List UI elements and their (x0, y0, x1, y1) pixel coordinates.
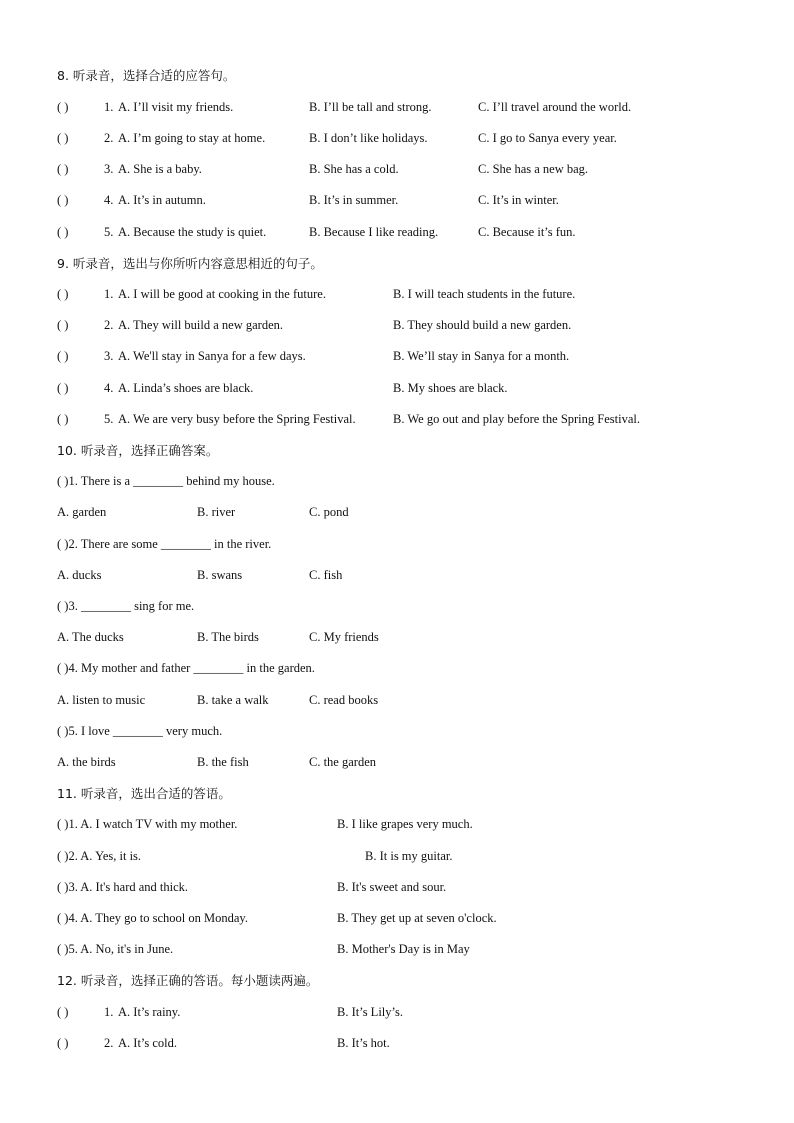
answer-blank: ( ) (57, 1005, 69, 1019)
item-number: 4. (104, 193, 114, 207)
option-b: B. It is my guitar. (365, 849, 453, 863)
option-a: A. We'll stay in Sanya for a few days. (118, 349, 306, 363)
option-a: ( )4. A. They go to school on Monday. (57, 911, 248, 925)
option-b: B. I will teach students in the future. (393, 287, 576, 301)
option-a: A. It’s in autumn. (118, 193, 206, 207)
option-c: C. She has a new bag. (478, 162, 589, 176)
option-b: B. the fish (197, 755, 249, 769)
option-b: B. The birds (197, 630, 259, 644)
option-b: B. It’s Lily’s. (337, 1005, 403, 1019)
option-a: A. We are very busy before the Spring Festival. (118, 412, 356, 426)
item-number: 1. (104, 1005, 114, 1019)
item-number: 2. (104, 1036, 114, 1050)
option-a: ( )5. A. No, it's in June. (57, 942, 174, 956)
option-b: B. She has a cold. (309, 162, 399, 176)
option-b: B. They should build a new garden. (393, 318, 572, 332)
option-c: C. fish (309, 568, 343, 582)
option-c: C. It’s in winter. (478, 193, 559, 207)
option-b: B. It’s in summer. (309, 193, 399, 207)
question-text: ( )1. There is a ________ behind my house. (57, 474, 275, 488)
option-b: B. Mother's Day is in May (337, 942, 470, 956)
option-a: A. I’ll visit my friends. (118, 100, 234, 114)
option-a: A. The ducks (57, 630, 124, 644)
option-c: C. the garden (309, 755, 376, 769)
answer-blank: ( ) (57, 225, 69, 239)
option-c: C. I go to Sanya every year. (478, 131, 617, 145)
answer-blank: ( ) (57, 193, 69, 207)
question-text: ( )5. I love ________ very much. (57, 724, 223, 738)
option-b: B. I like grapes very much. (337, 817, 473, 831)
answer-blank: ( ) (57, 287, 69, 301)
option-b: B. My shoes are black. (393, 381, 508, 395)
option-b: B. We go out and play before the Spring Festival. (393, 412, 640, 426)
option-b: B. Because I like reading. (309, 225, 439, 239)
option-b: B. It's sweet and sour. (337, 880, 447, 894)
item-number: 5. (104, 412, 114, 426)
item-number: 2. (104, 131, 114, 145)
answer-blank: ( ) (57, 100, 69, 114)
option-a: A. listen to music (57, 693, 146, 707)
question-text: ( )4. My mother and father ________ in the garden. (57, 661, 315, 675)
item-number: 5. (104, 225, 114, 239)
option-a: A. I will be good at cooking in the future. (118, 287, 326, 301)
section-10-title: 10. 听录音，选择正确答案。 (57, 443, 219, 458)
question-text: ( )3. ________ sing for me. (57, 599, 195, 613)
option-b: B. I’ll be tall and strong. (309, 100, 432, 114)
item-number: 2. (104, 318, 114, 332)
option-a: ( )3. A. It's hard and thick. (57, 880, 189, 894)
option-a: A. It’s cold. (118, 1036, 178, 1050)
answer-blank: ( ) (57, 131, 69, 145)
section-11-title: 11. 听录音，选出合适的答语。 (57, 786, 231, 801)
answer-blank: ( ) (57, 412, 69, 426)
option-a: A. ducks (57, 568, 102, 582)
item-number: 1. (104, 287, 114, 301)
option-c: C. read books (309, 693, 379, 707)
option-b: B. They get up at seven o'clock. (337, 911, 497, 925)
item-number: 1. (104, 100, 114, 114)
section-9-title: 9. 听录音，选出与你所听内容意思相近的句子。 (57, 256, 323, 271)
option-a: A. the birds (57, 755, 116, 769)
item-number: 4. (104, 381, 114, 395)
option-a: ( )1. A. I watch TV with my mother. (57, 817, 238, 831)
option-c: C. I’ll travel around the world. (478, 100, 632, 114)
option-b: B. take a walk (197, 693, 269, 707)
option-b: B. river (197, 505, 236, 519)
option-a: ( )2. A. Yes, it is. (57, 849, 142, 863)
option-a: A. Because the study is quiet. (118, 225, 267, 239)
answer-blank: ( ) (57, 1036, 69, 1050)
answer-blank: ( ) (57, 381, 69, 395)
option-a: A. She is a baby. (118, 162, 202, 176)
answer-blank: ( ) (57, 349, 69, 363)
option-a: A. I’m going to stay at home. (118, 131, 266, 145)
question-text: ( )2. There are some ________ in the river. (57, 537, 272, 551)
option-a: A. garden (57, 505, 107, 519)
option-c: C. pond (309, 505, 349, 519)
item-number: 3. (104, 162, 114, 176)
option-a: A. They will build a new garden. (118, 318, 284, 332)
option-c: C. My friends (309, 630, 379, 644)
section-8-title: 8. 听录音，选择合适的应答句。 (57, 68, 236, 83)
option-b: B. I don’t like holidays. (309, 131, 428, 145)
option-a: A. It’s rainy. (118, 1005, 181, 1019)
option-b: B. We’ll stay in Sanya for a month. (393, 349, 570, 363)
section-12-title: 12. 听录音，选择正确的答语。每小题读两遍。 (57, 973, 319, 988)
option-b: B. It’s hot. (337, 1036, 390, 1050)
option-c: C. Because it’s fun. (478, 225, 576, 239)
answer-blank: ( ) (57, 162, 69, 176)
answer-blank: ( ) (57, 318, 69, 332)
option-a: A. Linda’s shoes are black. (118, 381, 254, 395)
item-number: 3. (104, 349, 114, 363)
option-b: B. swans (197, 568, 243, 582)
